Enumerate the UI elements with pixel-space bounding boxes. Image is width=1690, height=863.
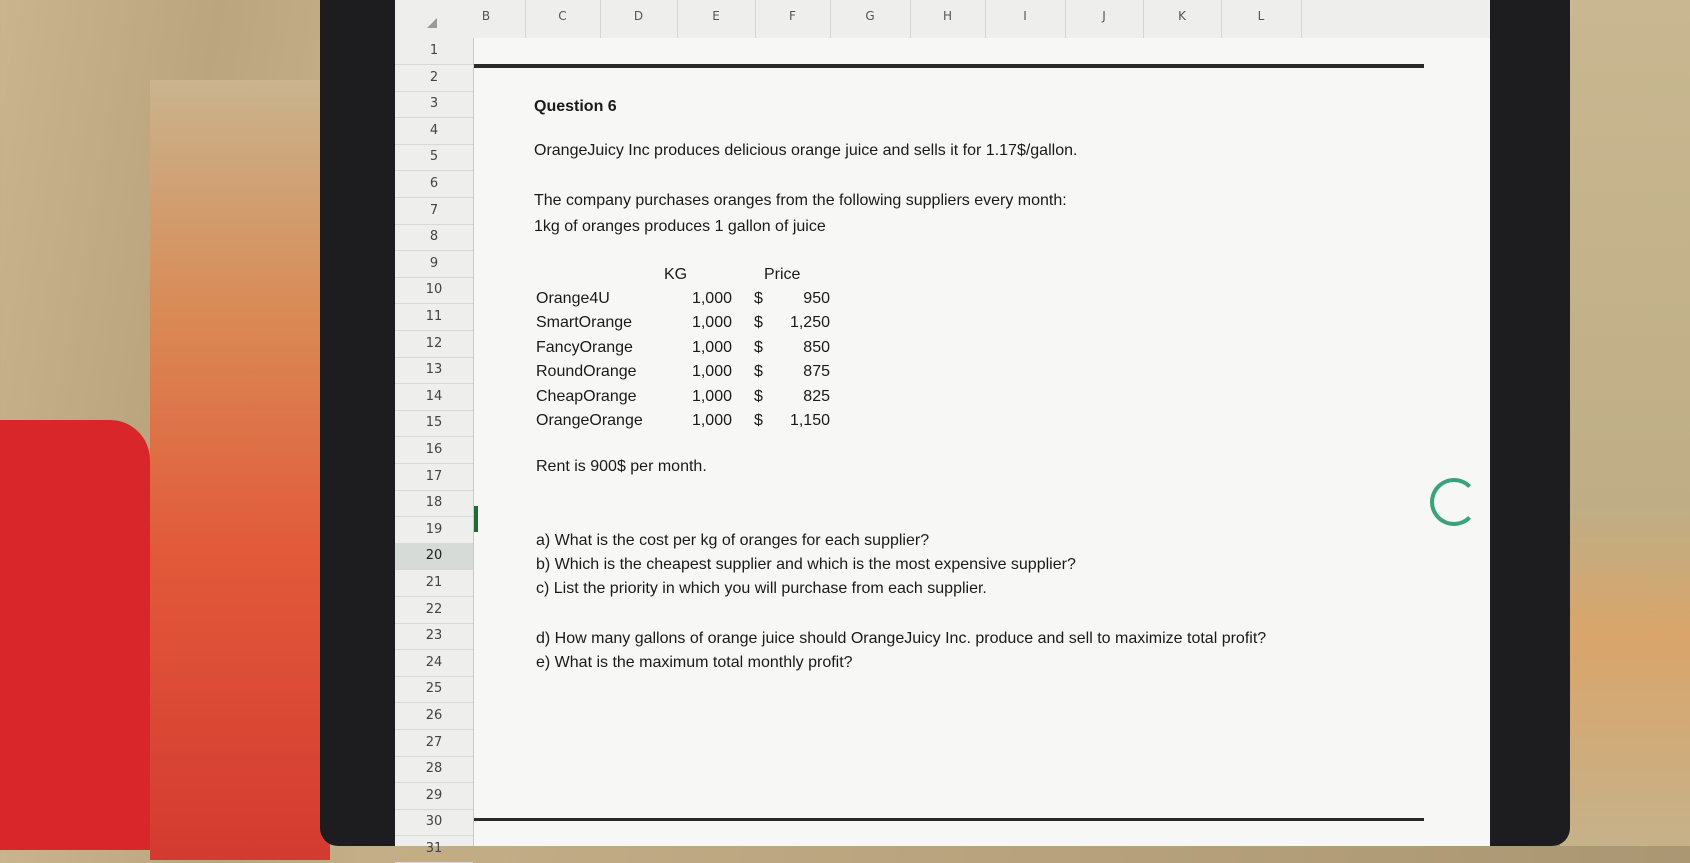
- row-header-bar: [395, 38, 474, 856]
- supplier-name: FancyOrange: [536, 338, 633, 356]
- rent-line: Rent is 900$ per month.: [536, 458, 707, 475]
- column-header-j[interactable]: J: [1065, 0, 1144, 38]
- question-c: c) List the priority in which you will purchase from each supplier.: [536, 580, 987, 597]
- row-header-23[interactable]: 23: [395, 623, 473, 650]
- currency-symbol: $: [754, 338, 763, 356]
- row-header-27[interactable]: 27: [395, 730, 473, 757]
- row-header-21[interactable]: 21: [395, 570, 473, 597]
- row-header-26[interactable]: 26: [395, 703, 473, 730]
- row-header-3[interactable]: 3: [395, 91, 473, 118]
- column-header-l[interactable]: L: [1221, 0, 1302, 38]
- sheet-grid[interactable]: [474, 38, 1490, 846]
- row-header-11[interactable]: 11: [395, 304, 473, 331]
- supplier-kg: 1,000: [691, 412, 732, 429]
- row-header-29[interactable]: 29: [395, 783, 473, 810]
- row-header-17[interactable]: 17: [395, 464, 473, 491]
- row-header-30[interactable]: 30: [395, 809, 473, 836]
- suppliers-line: The company purchases oranges from the following suppliers every month:: [534, 192, 1067, 209]
- row-header-19[interactable]: 19: [395, 517, 473, 544]
- currency-symbol: $: [754, 412, 763, 429]
- supplier-price: 950: [803, 290, 830, 307]
- loading-circle-icon[interactable]: [1430, 478, 1478, 526]
- spreadsheet-screen: [395, 0, 1490, 856]
- row-header-22[interactable]: 22: [395, 597, 473, 624]
- supplier-name: Orange4U: [536, 290, 610, 307]
- row-header-16[interactable]: 16: [395, 437, 473, 464]
- column-header-g[interactable]: G: [830, 0, 911, 38]
- supplier-name: CheapOrange: [536, 387, 637, 405]
- row-header-28[interactable]: 28: [395, 756, 473, 783]
- background-fabric-right: [1560, 0, 1690, 846]
- column-header-h[interactable]: H: [910, 0, 986, 38]
- column-header-k[interactable]: K: [1143, 0, 1222, 38]
- question-b: b) Which is the cheapest supplier and which is the most expensive supplier?: [536, 556, 1076, 573]
- supplier-name: RoundOrange: [536, 363, 637, 381]
- supplier-kg: 1,000: [691, 314, 732, 332]
- currency-symbol: $: [754, 314, 763, 332]
- row-header-14[interactable]: 14: [395, 384, 473, 411]
- intro-line: OrangeJuicy Inc produces delicious orange juice and sells it for 1.17$/gallon.: [534, 142, 1078, 159]
- active-cell-indicator: [474, 506, 478, 532]
- column-header-bar: [395, 0, 1490, 39]
- row-header-25[interactable]: 25: [395, 676, 473, 703]
- column-header-i[interactable]: I: [985, 0, 1066, 38]
- column-header-e[interactable]: E: [677, 0, 756, 38]
- row-header-1[interactable]: 1: [395, 38, 473, 65]
- row-header-9[interactable]: 9: [395, 251, 473, 278]
- currency-symbol: $: [754, 363, 763, 381]
- supplier-kg: 1,000: [691, 338, 732, 356]
- row-header-12[interactable]: 12: [395, 331, 473, 358]
- supplier-price: 825: [803, 387, 830, 405]
- row-header-15[interactable]: 15: [395, 410, 473, 437]
- column-header-c[interactable]: C: [525, 0, 601, 38]
- supplier-price: 1,150: [789, 412, 830, 429]
- border-line-bottom: [474, 818, 1424, 821]
- row-header-18[interactable]: 18: [395, 490, 473, 517]
- row-header-2[interactable]: 2: [395, 65, 473, 92]
- question-title: Question 6: [534, 98, 617, 115]
- column-header-d[interactable]: D: [600, 0, 678, 38]
- yield-line: 1kg of oranges produces 1 gallon of juice: [534, 218, 826, 235]
- row-header-10[interactable]: 10: [395, 277, 473, 304]
- header-price: Price: [764, 266, 801, 283]
- currency-symbol: $: [754, 387, 763, 405]
- row-header-24[interactable]: 24: [395, 650, 473, 677]
- column-header-b[interactable]: B: [447, 0, 526, 38]
- row-header-20[interactable]: 20: [395, 543, 473, 570]
- column-header-f[interactable]: F: [755, 0, 831, 38]
- row-header-6[interactable]: 6: [395, 171, 473, 198]
- supplier-price: 875: [803, 363, 830, 381]
- currency-symbol: $: [754, 290, 763, 307]
- supplier-price: 850: [803, 338, 830, 356]
- question-a: a) What is the cost per kg of oranges for each supplier?: [536, 532, 930, 549]
- row-header-13[interactable]: 13: [395, 357, 473, 384]
- question-d: d) How many gallons of orange juice should OrangeJuicy Inc. produce and sell to maximize total profit?: [536, 630, 1267, 647]
- row-header-7[interactable]: 7: [395, 198, 473, 225]
- row-header-4[interactable]: 4: [395, 118, 473, 145]
- border-line-top: [474, 64, 1424, 68]
- row-header-31[interactable]: 31: [395, 836, 473, 863]
- row-header-8[interactable]: 8: [395, 224, 473, 251]
- supplier-kg: 1,000: [691, 363, 732, 381]
- supplier-kg: 1,000: [691, 290, 732, 307]
- background-fabric: [150, 80, 330, 860]
- question-e: e) What is the maximum total monthly profit?: [536, 654, 853, 671]
- supplier-name: OrangeOrange: [536, 412, 643, 429]
- header-kg: KG: [664, 266, 688, 283]
- select-all-icon[interactable]: [427, 18, 437, 28]
- supplier-name: SmartOrange: [536, 314, 633, 332]
- supplier-price: 1,250: [789, 314, 830, 332]
- supplier-kg: 1,000: [691, 387, 732, 405]
- background-fabric-red: [0, 420, 150, 850]
- row-header-5[interactable]: 5: [395, 144, 473, 171]
